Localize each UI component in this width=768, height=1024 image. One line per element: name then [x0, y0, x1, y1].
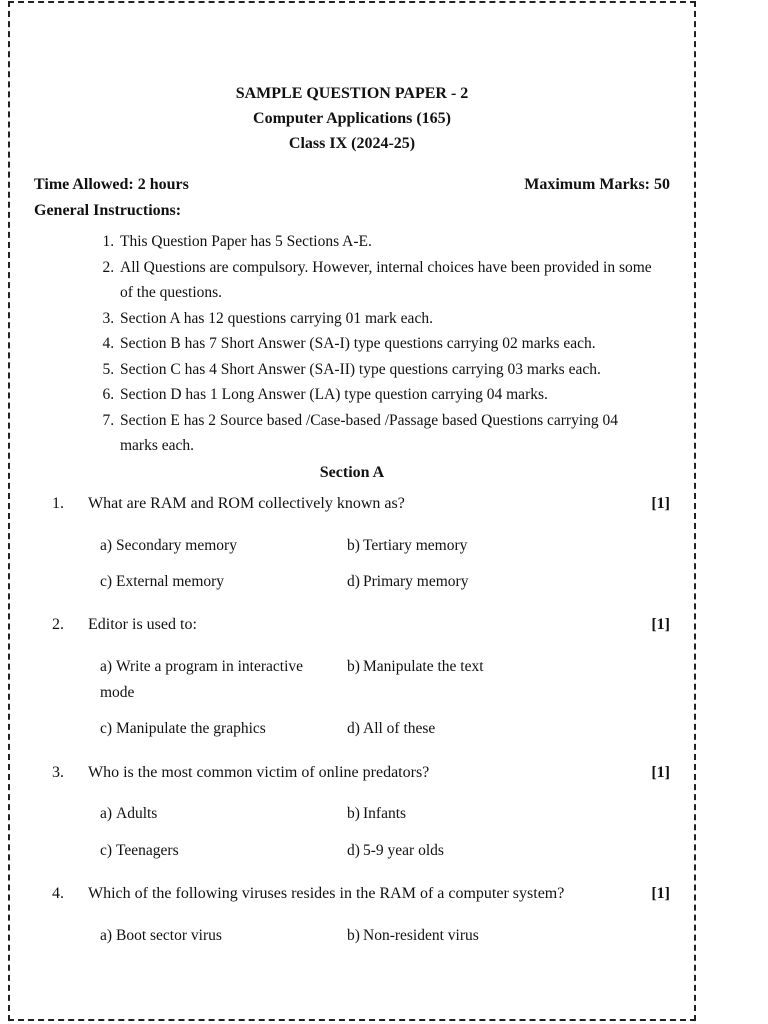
option-text: All of these: [363, 720, 436, 737]
option-a: [100, 923, 222, 949]
question-marks: [1]: [651, 885, 670, 902]
option-label: b): [347, 537, 360, 554]
question-number: 1.: [52, 495, 64, 512]
time-allowed: Time Allowed: 2 hours: [34, 176, 189, 193]
instruction-item: 6. Section D has 1 Long Answer (LA) type question carrying 04 marks.: [118, 382, 658, 408]
option-text: Primary memory: [363, 573, 469, 590]
paper-class-year: Class IX (2024-25): [288, 135, 416, 152]
paper-header: [10, 81, 694, 156]
option-text: Write a program in interactive mode: [100, 658, 304, 701]
option-b: [347, 533, 467, 559]
option-b: [347, 801, 406, 827]
option-text: External memory: [116, 573, 225, 590]
option-c: [100, 838, 179, 864]
section-a-title: Section A: [319, 464, 385, 481]
question-paper-page: [8, 1, 696, 1021]
option-label: d): [347, 573, 360, 590]
option-a: [100, 654, 325, 706]
option-text: Teenagers: [116, 842, 179, 859]
option-text: Tertiary memory: [363, 537, 468, 554]
option-text: Boot sector virus: [116, 927, 222, 944]
option-text: Manipulate the graphics: [116, 720, 266, 737]
option-d: [347, 569, 468, 595]
question-text: What are RAM and ROM collectively known as?: [88, 495, 405, 512]
question-marks: [1]: [651, 764, 670, 781]
option-label: b): [347, 805, 360, 822]
question-marks: [1]: [651, 616, 670, 633]
instruction-item: 7. Section E has 2 Source based /Case-based /Passage based Questions carrying 04 marks each.: [118, 408, 658, 459]
option-c: [100, 569, 224, 595]
question-text: Who is the most common victim of online predators?: [88, 764, 430, 781]
question-text: Which of the following viruses resides in the RAM of a computer system?: [88, 885, 565, 902]
option-label: a): [100, 658, 113, 675]
instruction-item: 5. Section C has 4 Short Answer (SA-II) type questions carrying 03 marks each.: [118, 357, 658, 383]
general-instructions-heading: General Instructions:: [34, 202, 182, 219]
question-marks: [1]: [651, 495, 670, 512]
option-label: a): [100, 537, 113, 554]
question-number: 2.: [52, 616, 64, 633]
option-text: Adults: [116, 805, 158, 822]
option-label: a): [100, 805, 113, 822]
question-number: 4.: [52, 885, 64, 902]
paper-title: SAMPLE QUESTION PAPER - 2: [235, 85, 469, 102]
option-text: Secondary memory: [116, 537, 237, 554]
option-b: [347, 923, 479, 949]
question-number: 3.: [52, 764, 64, 781]
question-text: Editor is used to:: [88, 616, 197, 633]
instruction-item: 2. All Questions are compulsory. However, internal choices have been provided in some of the questions.: [118, 255, 658, 306]
instruction-item: 3. Section A has 12 questions carrying 01 mark each.: [118, 306, 658, 332]
option-c: [100, 716, 266, 742]
option-label: d): [347, 720, 360, 737]
option-label: b): [347, 658, 360, 675]
option-label: c): [100, 842, 113, 859]
option-text: Infants: [363, 805, 407, 822]
option-text: 5-9 year olds: [363, 842, 444, 859]
instructions-list: [98, 229, 658, 459]
option-label: c): [100, 720, 113, 737]
option-text: Manipulate the text: [363, 658, 484, 675]
option-b: [347, 654, 484, 680]
maximum-marks: Maximum Marks: 50: [524, 176, 670, 193]
option-text: Non-resident virus: [363, 927, 479, 944]
option-label: d): [347, 842, 360, 859]
option-a: [100, 801, 157, 827]
instruction-item: 1. This Question Paper has 5 Sections A-E.: [118, 229, 658, 255]
option-label: c): [100, 573, 113, 590]
option-a: [100, 533, 237, 559]
option-d: [347, 716, 435, 742]
option-d: [347, 838, 444, 864]
option-label: a): [100, 927, 113, 944]
option-label: b): [347, 927, 360, 944]
instruction-item: 4. Section B has 7 Short Answer (SA-I) type questions carrying 02 marks each.: [118, 331, 658, 357]
paper-subject: Computer Applications (165): [253, 110, 451, 127]
